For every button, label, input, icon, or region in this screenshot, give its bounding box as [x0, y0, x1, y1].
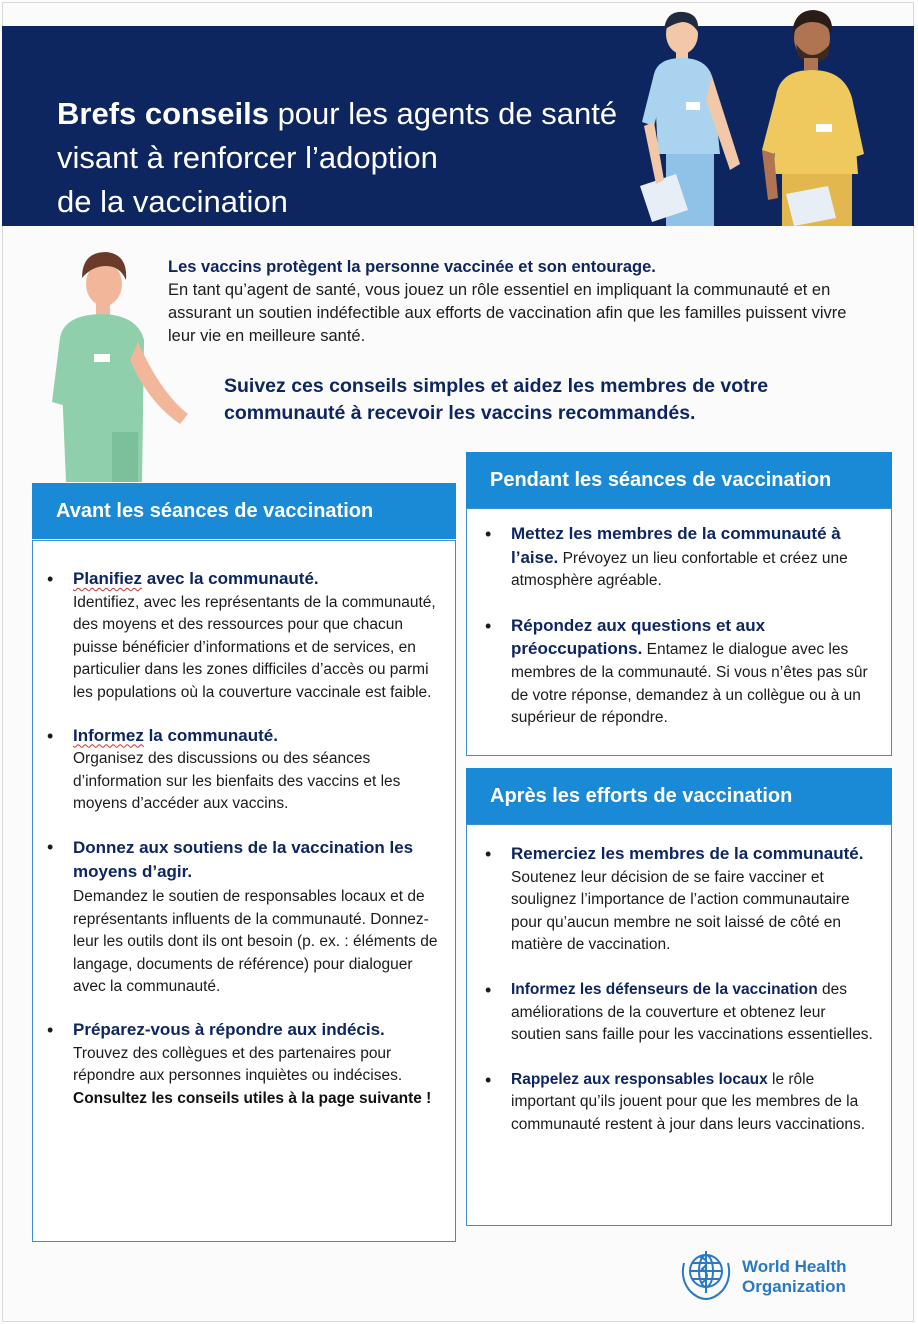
- intro-lead: Les vaccins protègent la personne vaccinée et son entourage.: [168, 258, 656, 276]
- list-item: [33, 568, 441, 705]
- page-title: [57, 92, 617, 224]
- intro-paragraph: [168, 256, 888, 348]
- tip-heading: Mettez les membres de la communauté à l’aise.: [511, 524, 841, 567]
- list-item: [471, 523, 871, 593]
- title-line2: visant à renforcer l’adoption: [57, 140, 438, 175]
- who-name-line2: Organization: [742, 1277, 846, 1296]
- title-line3: de la vaccination: [57, 184, 288, 219]
- health-workers-illustration: [636, 4, 866, 226]
- health-worker-female: [640, 12, 740, 226]
- during-sessions-heading: Pendant les séances de vaccination: [466, 452, 892, 508]
- tip-body: Demandez le soutien de responsables locaux et de représentants influents de la communauté. Donnez-leur les outils dont ils ont besoin (p. ex. : éléments de langage, documents de référence) pour dialoguer avec la communauté.: [73, 887, 438, 996]
- list-item: [471, 843, 875, 957]
- list-item: [33, 836, 441, 999]
- tip-heading: Remerciez les membres de la communauté.: [511, 844, 864, 863]
- who-emblem-icon: [676, 1245, 736, 1305]
- intro-callout: Suivez ces conseils simples et aidez les membres de votre communauté à recevoir les vaccins recommandés.: [224, 375, 769, 424]
- list-item: [471, 1069, 875, 1137]
- tip-body: Identifiez, avec les représentants de la communauté, des moyens et des ressources pour que chacun puisse bénéficier d’informations et de services, en particulier dans les zones difficiles d’accès ou parmi les populations où la couverture vaccinale est faible.: [73, 593, 436, 701]
- tip-body: le rôle important qu’ils jouent pour que les membres de la communauté restent à jour dans leurs vaccinations.: [511, 1070, 866, 1133]
- who-name-line1: World Health: [742, 1257, 847, 1276]
- list-item: [33, 1019, 441, 1110]
- tip-heading: Préparez-vous à répondre aux indécis.: [73, 1019, 385, 1039]
- who-logo: [676, 1245, 866, 1305]
- health-worker-male: [762, 10, 864, 226]
- tip-heading: Répondez aux questions et aux préoccupations.: [511, 615, 766, 659]
- tip-heading: la communauté.: [143, 725, 278, 745]
- tip-heading-keyword: Planifiez: [73, 569, 142, 588]
- tip-body: Prévoyez un lieu confortable et créez une atmosphère agréable.: [511, 549, 848, 590]
- before-sessions-list: [33, 568, 441, 1110]
- during-sessions-list: [471, 523, 871, 730]
- after-efforts-heading: Après les efforts de vaccination: [466, 768, 892, 824]
- title-bold: Brefs conseils: [57, 96, 269, 131]
- list-item: [471, 979, 875, 1047]
- tip-heading-keyword: Informez: [73, 725, 144, 745]
- tip-body: des améliorations de la couverture et obtenez leur soutien sans faille pour les vaccinations essentielles.: [511, 980, 873, 1044]
- tip-heading: Rappelez aux responsables locaux: [511, 1070, 768, 1088]
- before-sessions-heading: Avant les séances de vaccination: [32, 483, 456, 539]
- who-wordmark: [742, 1257, 847, 1297]
- tip-heading: • Donnez aux soutiens de la vaccination les moyens d’agir.: [73, 837, 414, 881]
- title-rest: pour les agents de santé: [277, 96, 618, 131]
- tip-heading: avec la communauté.: [141, 569, 319, 588]
- tip-heading: Informez les défenseurs de la vaccination: [511, 980, 818, 998]
- tip-body: Entamez le dialogue avec les membres de la communauté. Si vous n’êtes pas sûr de votre réponse, demandez à un collègue ou à un supérieur de répondre.: [511, 641, 868, 727]
- after-efforts-list: [471, 843, 875, 1137]
- list-item: [33, 725, 441, 816]
- tip-body: Trouvez des collègues et des partenaires pour répondre aux personnes inquiètes ou indécises.: [73, 1044, 403, 1085]
- intro-body: En tant qu’agent de santé, vous jouez un rôle essentiel en impliquant la communauté et en assurant un soutien indéfectible aux efforts de vaccination afin que les familles puissent vivre leur vie en meilleure santé.: [168, 281, 847, 345]
- tip-body: Organisez des discussions ou des séances d’information sur les bienfaits des vaccins et les moyens d’accéder aux vaccins.: [73, 750, 401, 813]
- list-item: [471, 615, 871, 730]
- tip-body: Soutenez leur décision de se faire vacciner et soulignez l’importance de l’action communautaire pour qu’aucun membre ne soit laissé de côté en matière de vaccination.: [511, 868, 850, 954]
- tip-emphasis: Consultez les conseils utiles à la page suivante !: [73, 1089, 432, 1107]
